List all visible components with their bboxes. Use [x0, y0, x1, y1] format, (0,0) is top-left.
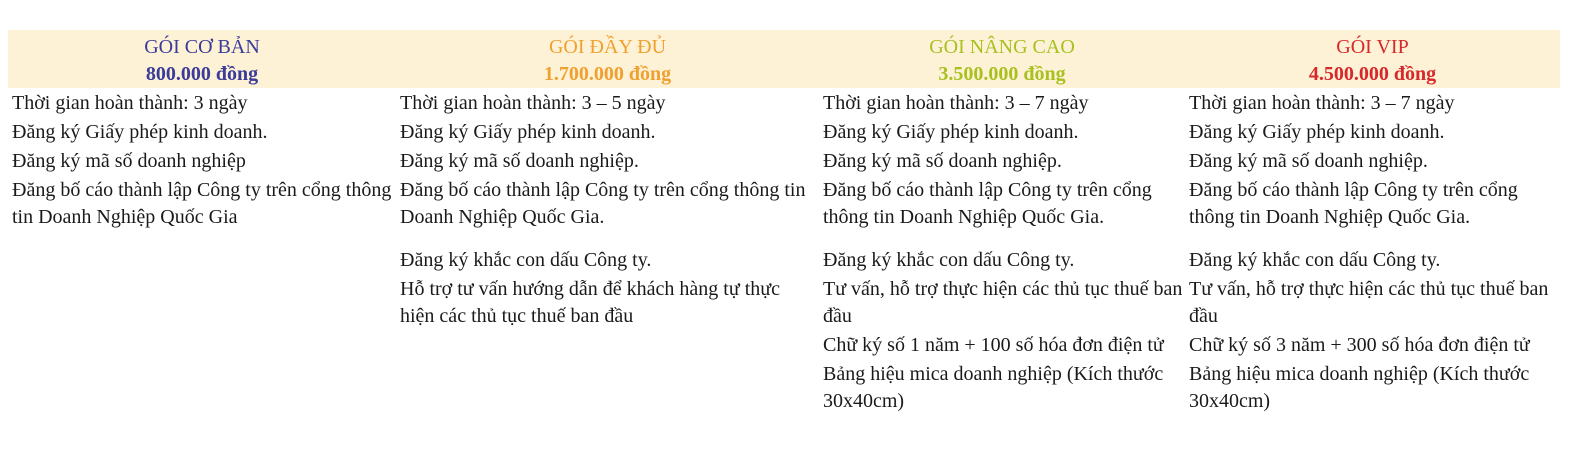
- feature-item: Đăng ký mã số doanh nghiệp.: [1189, 150, 1428, 172]
- pricing-header-row: [8, 30, 1560, 88]
- package-price: 3.500.000 đồng: [938, 63, 1066, 85]
- feature-item: Thời gian hoàn thành: 3 – 7 ngày: [823, 92, 1089, 114]
- package-header-basic: [8, 30, 396, 88]
- feature-item: Chữ ký số 3 năm + 300 số hóa đơn điện tử: [1189, 334, 1530, 356]
- package-features-full: [396, 88, 819, 417]
- feature-item: Thời gian hoàn thành: 3 – 5 ngày: [400, 92, 666, 114]
- feature-item: Đăng ký khắc con dấu Công ty.: [1189, 249, 1441, 271]
- feature-item: Đăng bố cáo thành lập Công ty trên cổng thông tin Doanh Nghiệp Quốc Gia: [12, 179, 392, 228]
- feature-item: Đăng ký khắc con dấu Công ty.: [823, 249, 1075, 271]
- package-header-advanced: [819, 30, 1185, 88]
- pricing-table: [8, 30, 1560, 417]
- feature-item: Đăng ký Giấy phép kinh doanh.: [823, 121, 1079, 143]
- feature-item: Hỗ trợ tư vấn hướng dẫn để khách hàng tự thực hiện các thủ tục thuế ban đầu: [400, 278, 780, 327]
- package-price: 4.500.000 đồng: [1308, 63, 1437, 85]
- feature-item: Bảng hiệu mica doanh nghiệp (Kích thước 30x40cm): [1189, 363, 1530, 412]
- package-name: GÓI ĐẦY ĐỦ: [548, 36, 667, 58]
- package-price: 800.000 đồng: [145, 63, 259, 85]
- package-features-vip: [1185, 88, 1560, 417]
- pricing-body-row: [8, 88, 1560, 417]
- feature-item: Tư vấn, hỗ trợ thực hiện các thủ tục thuế ban đầu: [823, 278, 1183, 327]
- feature-item: Đăng ký Giấy phép kinh doanh.: [1189, 121, 1445, 143]
- package-header-full: [396, 30, 819, 88]
- feature-item: Chữ ký số 1 năm + 100 số hóa đơn điện tử: [823, 334, 1164, 356]
- feature-item: Đăng ký Giấy phép kinh doanh.: [400, 121, 656, 143]
- package-header-vip: [1185, 30, 1560, 88]
- package-name: GÓI NÂNG CAO: [929, 36, 1075, 58]
- feature-item: Đăng bố cáo thành lập Công ty trên cổng thông tin Doanh Nghiệp Quốc Gia.: [1189, 179, 1518, 228]
- feature-item: Thời gian hoàn thành: 3 ngày: [12, 92, 248, 114]
- feature-item: Đăng ký Giấy phép kinh doanh.: [12, 121, 268, 143]
- feature-item: Đăng ký khắc con dấu Công ty.: [400, 249, 652, 271]
- feature-item: Bảng hiệu mica doanh nghiệp (Kích thước 30x40cm): [823, 363, 1164, 412]
- package-name: GÓI CƠ BẢN: [144, 36, 260, 58]
- feature-item: Đăng bố cáo thành lập Công ty trên cổng thông tin Doanh Nghiệp Quốc Gia.: [400, 179, 806, 228]
- feature-item: Đăng bố cáo thành lập Công ty trên cổng thông tin Doanh Nghiệp Quốc Gia.: [823, 179, 1152, 228]
- feature-item: Tư vấn, hỗ trợ thực hiện các thủ tục thuế ban đầu: [1189, 278, 1549, 327]
- feature-item: Đăng ký mã số doanh nghiệp: [12, 150, 246, 172]
- package-price: 1.700.000 đồng: [543, 63, 672, 85]
- package-name: GÓI VIP: [1336, 36, 1409, 58]
- package-features-basic: [8, 88, 396, 417]
- feature-item: Đăng ký mã số doanh nghiệp.: [823, 150, 1062, 172]
- package-features-advanced: [819, 88, 1185, 417]
- feature-item: Đăng ký mã số doanh nghiệp.: [400, 150, 639, 172]
- feature-item: Thời gian hoàn thành: 3 – 7 ngày: [1189, 92, 1455, 114]
